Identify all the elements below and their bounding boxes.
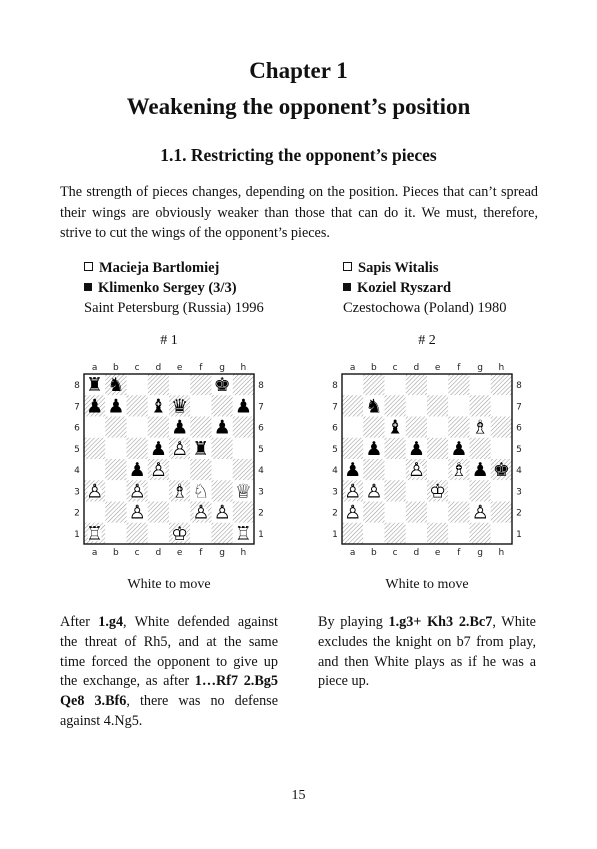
rank-label: 1 xyxy=(74,529,80,540)
board-square xyxy=(127,395,148,416)
black-player-name: Koziel Ryszard xyxy=(357,280,452,296)
board-square xyxy=(491,438,512,459)
file-label: b xyxy=(371,548,377,558)
black-knight-icon: ♞ xyxy=(107,374,125,397)
game-2-header xyxy=(343,258,507,318)
rank-label: 5 xyxy=(332,444,338,455)
file-label: d xyxy=(155,363,162,373)
board-square xyxy=(105,502,126,523)
black-pawn-icon: ♟ xyxy=(365,437,383,460)
rank-label: 7 xyxy=(74,402,80,413)
board-square xyxy=(385,502,406,523)
rank-label: 2 xyxy=(516,508,522,519)
black-square-icon xyxy=(84,283,92,291)
board-square xyxy=(212,480,233,501)
board-square xyxy=(127,523,148,544)
file-label: f xyxy=(199,548,203,558)
board-square xyxy=(169,459,190,480)
file-label: g xyxy=(219,548,225,558)
white-king-icon: ♔ xyxy=(171,522,189,545)
board-square xyxy=(212,438,233,459)
black-king-icon: ♚ xyxy=(492,459,510,482)
file-label: c xyxy=(134,363,140,373)
chess-diagram-2 xyxy=(326,358,526,558)
board-square xyxy=(127,438,148,459)
board-square xyxy=(385,374,406,395)
board-square xyxy=(385,395,406,416)
board-square xyxy=(491,417,512,438)
white-pawn-icon: ♙ xyxy=(86,480,104,503)
move-notation: 1.g3+ Kh3 2.Bc7 xyxy=(388,614,493,630)
file-label: a xyxy=(349,548,356,558)
board-square xyxy=(342,438,363,459)
white-square-icon xyxy=(84,262,93,271)
board-square xyxy=(105,459,126,480)
rank-label: 2 xyxy=(258,508,264,519)
board-square xyxy=(148,480,169,501)
board-square xyxy=(84,502,105,523)
rank-label: 1 xyxy=(258,529,264,540)
board-square xyxy=(470,438,491,459)
game-1-header xyxy=(84,258,264,318)
board-square xyxy=(427,459,448,480)
white-pawn-icon: ♙ xyxy=(213,501,231,524)
board-square xyxy=(406,502,427,523)
white-square-icon xyxy=(343,262,352,271)
white-pawn-icon: ♙ xyxy=(192,501,210,524)
file-label: d xyxy=(413,363,420,373)
black-pawn-icon: ♟ xyxy=(450,437,468,460)
file-label: g xyxy=(477,548,483,558)
rank-label: 2 xyxy=(74,508,80,519)
board-square xyxy=(427,523,448,544)
commentary-text: By playing xyxy=(318,614,389,630)
board-square xyxy=(406,374,427,395)
board-square xyxy=(342,374,363,395)
file-label: b xyxy=(371,363,377,373)
rank-label: 5 xyxy=(74,444,80,455)
white-pawn-icon: ♙ xyxy=(344,501,362,524)
board-square xyxy=(233,459,254,480)
black-pawn-icon: ♟ xyxy=(471,459,489,482)
board-square xyxy=(385,523,406,544)
white-bishop-icon: ♗ xyxy=(171,480,189,503)
file-label: g xyxy=(219,363,225,373)
diagram-1-caption: White to move xyxy=(127,577,211,592)
white-pawn-icon: ♙ xyxy=(128,501,146,524)
rank-label: 6 xyxy=(516,423,522,434)
board-square xyxy=(385,438,406,459)
black-pawn-icon: ♟ xyxy=(407,437,425,460)
diagram-2-caption: White to move xyxy=(385,577,469,592)
board-square xyxy=(148,374,169,395)
board-square xyxy=(470,480,491,501)
intro-paragraph: The strength of pieces changes, depending on the position. Pieces that can’t spread their wings are obviously weaker than those that can do it. We must, therefore, strive to cut the wings of the opponent’s pieces. xyxy=(60,184,538,241)
black-pawn-icon: ♟ xyxy=(344,459,362,482)
board-square xyxy=(385,459,406,480)
file-label: c xyxy=(134,548,140,558)
file-label: a xyxy=(91,363,98,373)
black-square-icon xyxy=(343,283,351,291)
rank-label: 4 xyxy=(74,466,80,477)
board-square xyxy=(212,459,233,480)
white-player-name: Sapis Witalis xyxy=(358,260,439,276)
board-square xyxy=(363,523,384,544)
board-square xyxy=(105,523,126,544)
board-square xyxy=(342,523,363,544)
file-label: f xyxy=(457,548,461,558)
rank-label: 8 xyxy=(258,381,264,392)
rank-label: 4 xyxy=(258,466,264,477)
commentary-text: , White excludes the knight on b7 from play, and then White plays as if he was a piece up. xyxy=(318,614,536,690)
page-number: 15 xyxy=(291,788,306,803)
board-square xyxy=(233,417,254,438)
board-square xyxy=(385,480,406,501)
board-square xyxy=(148,417,169,438)
black-bishop-icon: ♝ xyxy=(386,416,404,439)
diagram-1-number: # 1 xyxy=(160,333,178,348)
rank-label: 8 xyxy=(332,381,338,392)
file-label: a xyxy=(91,548,98,558)
board-square xyxy=(448,502,469,523)
board-square xyxy=(127,417,148,438)
black-knight-icon: ♞ xyxy=(365,395,383,418)
white-king-icon: ♔ xyxy=(429,480,447,503)
game-1-black xyxy=(84,278,264,298)
board-square xyxy=(169,502,190,523)
board-square xyxy=(212,395,233,416)
black-king-icon: ♚ xyxy=(213,374,231,397)
chapter-subtitle: Weakening the opponent’s position xyxy=(126,94,471,119)
board-square xyxy=(427,438,448,459)
file-label: d xyxy=(413,548,420,558)
file-label: d xyxy=(155,548,162,558)
white-pawn-icon: ♙ xyxy=(407,459,425,482)
file-label: h xyxy=(240,363,247,373)
board-square xyxy=(363,374,384,395)
chess-diagram-1 xyxy=(68,358,268,558)
board-square xyxy=(363,459,384,480)
game-1-white xyxy=(84,258,264,278)
rank-label: 1 xyxy=(332,529,338,540)
file-label: e xyxy=(434,363,441,373)
black-pawn-icon: ♟ xyxy=(86,395,104,418)
board-square xyxy=(448,480,469,501)
game-2-commentary xyxy=(318,613,536,692)
file-label: f xyxy=(199,363,203,373)
board-square xyxy=(190,395,211,416)
board-square xyxy=(470,374,491,395)
board-square xyxy=(342,395,363,416)
commentary-text: , White defended against the threat of Rh5, and at the same time forced the opponent to give up the exchange, as after xyxy=(60,614,278,690)
white-queen-icon: ♕ xyxy=(234,480,252,503)
board-square xyxy=(448,374,469,395)
board-square xyxy=(148,502,169,523)
board-square xyxy=(491,480,512,501)
board-square xyxy=(427,395,448,416)
board-square xyxy=(233,438,254,459)
rank-label: 8 xyxy=(74,381,80,392)
board-square xyxy=(406,395,427,416)
board-square xyxy=(491,395,512,416)
rank-label: 6 xyxy=(74,423,80,434)
board-square xyxy=(105,480,126,501)
board-square xyxy=(427,502,448,523)
black-pawn-icon: ♟ xyxy=(234,395,252,418)
rank-label: 5 xyxy=(258,444,264,455)
rank-label: 4 xyxy=(332,466,338,477)
board-square xyxy=(84,459,105,480)
black-pawn-icon: ♟ xyxy=(149,437,167,460)
white-bishop-icon: ♗ xyxy=(450,459,468,482)
board-square xyxy=(491,523,512,544)
rank-label: 1 xyxy=(516,529,522,540)
board-square xyxy=(448,395,469,416)
diagram-2-number: # 2 xyxy=(418,333,436,348)
black-pawn-icon: ♟ xyxy=(107,395,125,418)
file-label: h xyxy=(498,363,505,373)
board-square xyxy=(427,417,448,438)
white-pawn-icon: ♙ xyxy=(128,480,146,503)
file-label: h xyxy=(498,548,505,558)
board-square xyxy=(491,502,512,523)
rank-label: 2 xyxy=(332,508,338,519)
game-1-event: Saint Petersburg (Russia) 1996 xyxy=(84,300,264,316)
rank-label: 7 xyxy=(258,402,264,413)
board-square xyxy=(470,523,491,544)
file-label: h xyxy=(240,548,247,558)
board-square xyxy=(448,523,469,544)
rank-label: 3 xyxy=(74,487,80,498)
white-knight-icon: ♘ xyxy=(192,480,210,503)
black-bishop-icon: ♝ xyxy=(149,395,167,418)
white-pawn-icon: ♙ xyxy=(171,437,189,460)
black-rook-icon: ♜ xyxy=(86,374,104,397)
file-label: f xyxy=(457,363,461,373)
game-2-white xyxy=(343,258,507,278)
board-square xyxy=(406,417,427,438)
rank-label: 8 xyxy=(516,381,522,392)
file-label: g xyxy=(477,363,483,373)
board-square xyxy=(190,459,211,480)
board-square xyxy=(406,523,427,544)
chapter-title: Chapter 1 xyxy=(249,58,348,83)
game-2-event: Czestochowa (Poland) 1980 xyxy=(343,300,507,316)
rank-label: 3 xyxy=(516,487,522,498)
file-label: b xyxy=(113,548,119,558)
board-square xyxy=(363,502,384,523)
white-rook-icon: ♖ xyxy=(234,522,252,545)
black-rook-icon: ♜ xyxy=(192,437,210,460)
white-rook-icon: ♖ xyxy=(86,522,104,545)
board-square xyxy=(448,417,469,438)
file-label: e xyxy=(434,548,441,558)
rank-label: 6 xyxy=(332,423,338,434)
board-square xyxy=(127,374,148,395)
black-pawn-icon: ♟ xyxy=(213,416,231,439)
file-label: b xyxy=(113,363,119,373)
board-square xyxy=(105,417,126,438)
black-pawn-icon: ♟ xyxy=(128,459,146,482)
rank-label: 3 xyxy=(332,487,338,498)
black-queen-icon: ♛ xyxy=(171,395,189,418)
white-bishop-icon: ♗ xyxy=(471,416,489,439)
white-pawn-icon: ♙ xyxy=(149,459,167,482)
white-pawn-icon: ♙ xyxy=(344,480,362,503)
move-notation: 1.g4 xyxy=(98,614,124,630)
file-label: c xyxy=(392,548,398,558)
white-pawn-icon: ♙ xyxy=(365,480,383,503)
board-square xyxy=(105,438,126,459)
board-square xyxy=(84,438,105,459)
rank-label: 7 xyxy=(332,402,338,413)
file-label: e xyxy=(176,363,183,373)
board-square xyxy=(470,395,491,416)
board-square xyxy=(233,374,254,395)
board-square xyxy=(491,374,512,395)
file-label: e xyxy=(176,548,183,558)
file-label: c xyxy=(392,363,398,373)
game-1-commentary xyxy=(60,613,278,732)
board-square xyxy=(406,480,427,501)
board-square xyxy=(190,417,211,438)
board-square xyxy=(212,523,233,544)
black-pawn-icon: ♟ xyxy=(171,416,189,439)
board-square xyxy=(148,523,169,544)
file-label: a xyxy=(349,363,356,373)
black-player-name: Klimenko Sergey (3/3) xyxy=(98,280,237,296)
commentary-text: , there was no defense against 4.Ng5. xyxy=(60,693,278,729)
board-square xyxy=(363,417,384,438)
board-square xyxy=(342,417,363,438)
white-player-name: Macieja Bartlomiej xyxy=(99,260,220,276)
board-square xyxy=(84,417,105,438)
board-square xyxy=(190,523,211,544)
move-notation: 1…Rf7 2.Bg5 Qe8 3.Bf6 xyxy=(60,673,278,710)
game-2-black xyxy=(343,278,507,298)
rank-label: 5 xyxy=(516,444,522,455)
commentary-text: After xyxy=(60,614,99,630)
board-square xyxy=(190,374,211,395)
board-square xyxy=(169,374,190,395)
white-pawn-icon: ♙ xyxy=(471,501,489,524)
rank-label: 3 xyxy=(258,487,264,498)
section-title: 1.1. Restricting the opponent’s pieces xyxy=(160,145,437,165)
board-square xyxy=(427,374,448,395)
board-square xyxy=(233,502,254,523)
rank-label: 7 xyxy=(516,402,522,413)
rank-label: 4 xyxy=(516,466,522,477)
rank-label: 6 xyxy=(258,423,264,434)
